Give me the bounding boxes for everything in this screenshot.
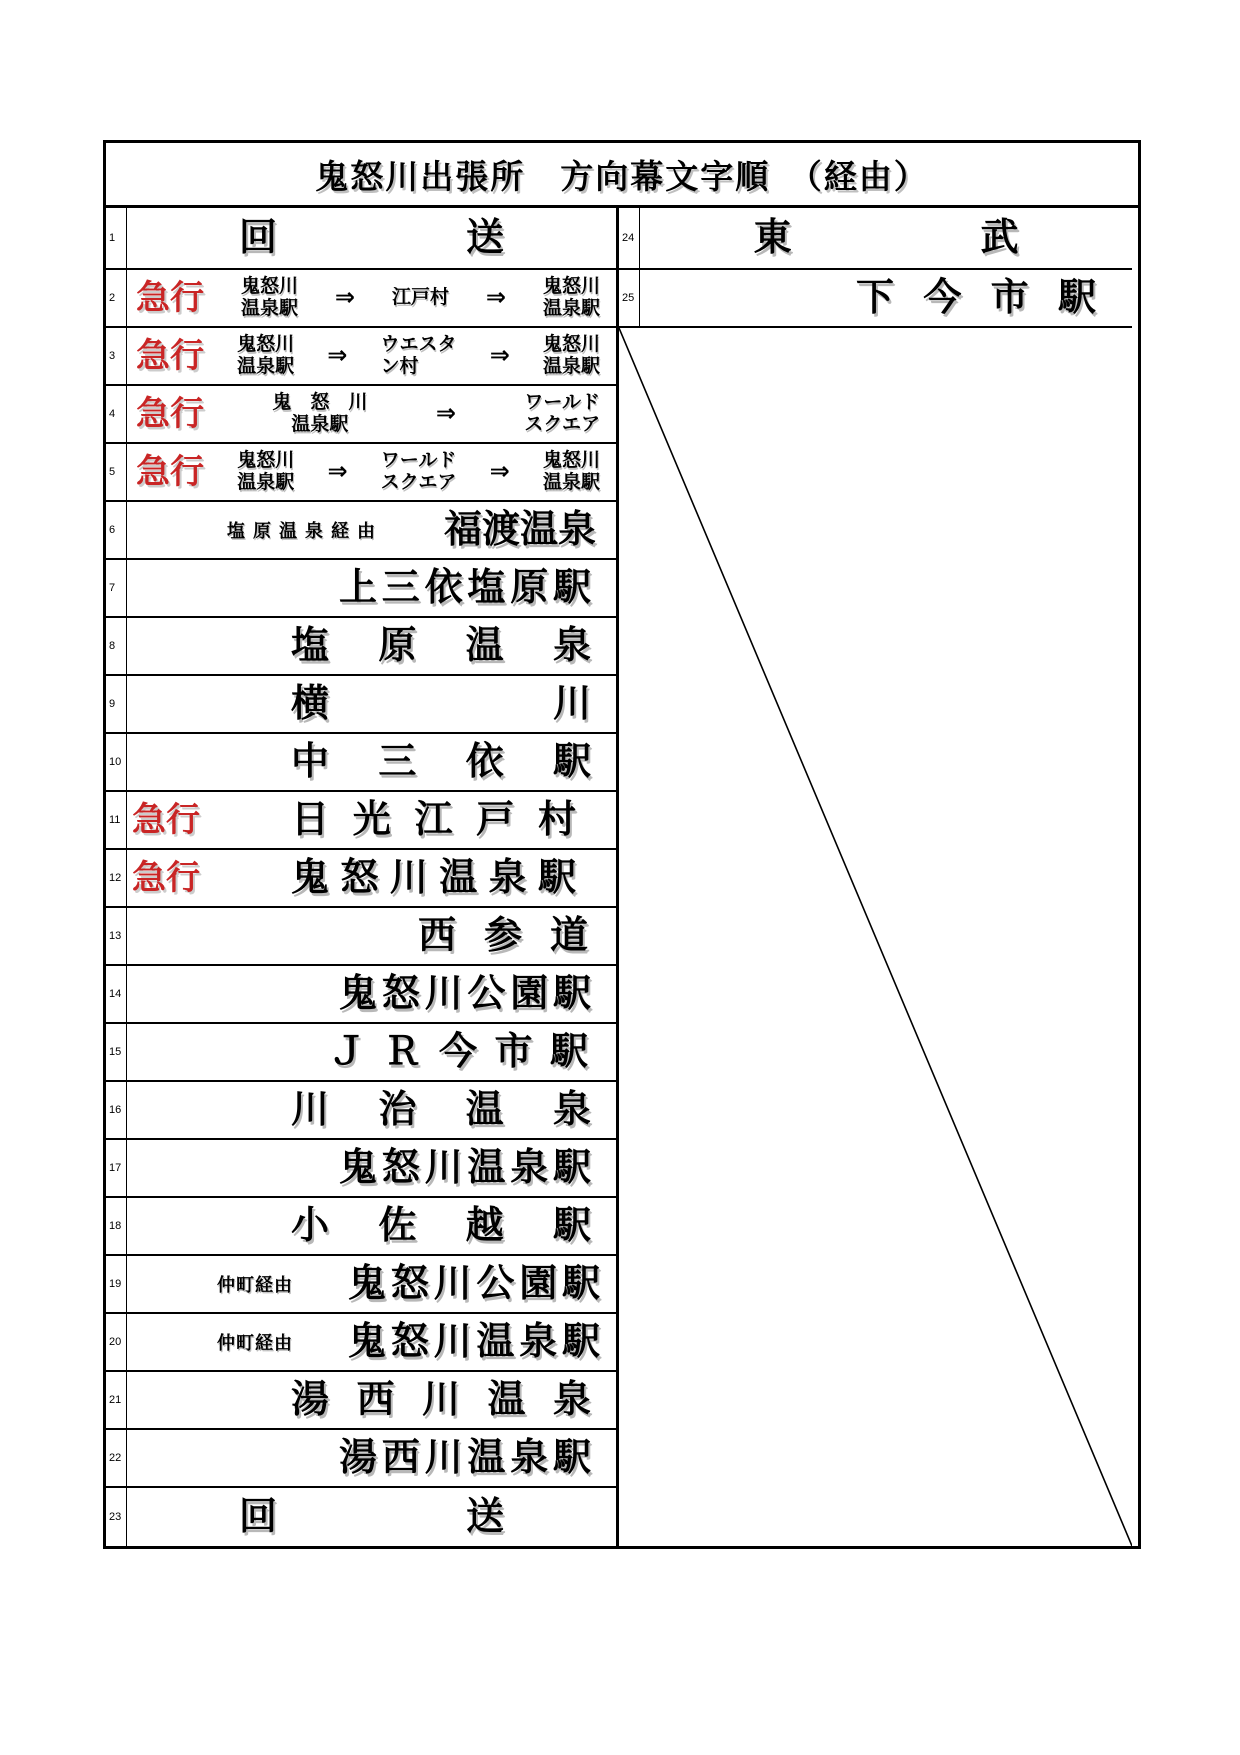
- route-stop-line: ン村: [380, 356, 419, 377]
- row-content: [127, 850, 616, 906]
- destination-label: 福渡温泉: [443, 509, 596, 551]
- row-content: [127, 1372, 616, 1428]
- arrow-icon: ⇒: [327, 458, 348, 485]
- table-row: [619, 270, 1132, 328]
- row-number: 25: [619, 270, 640, 326]
- row-content: [640, 270, 1132, 326]
- row-content: [127, 1314, 616, 1370]
- destination-label: 日光江戸村: [291, 799, 576, 841]
- diagonal-strike-line: [619, 328, 1132, 1546]
- row-content: [640, 208, 1132, 268]
- destination-label: 湯西川温泉駅: [339, 1437, 591, 1479]
- route-stop-line: 鬼怒川: [542, 275, 600, 297]
- row-number: 2: [106, 270, 127, 326]
- table-row: [106, 908, 616, 966]
- row-content: [127, 328, 616, 384]
- table-row: [106, 1314, 616, 1372]
- destination-label: 西参道: [418, 915, 588, 957]
- row-content: [127, 966, 616, 1022]
- route-stop-line: 鬼 怒 川: [272, 391, 368, 413]
- express-badge: 急行: [132, 859, 200, 897]
- table-body: [106, 208, 1138, 1546]
- express-badge: 急行: [136, 337, 204, 375]
- via-label: 仲町経由: [217, 1333, 293, 1353]
- express-badge: 急行: [136, 453, 204, 491]
- row-number: 1: [106, 208, 127, 268]
- table-row: [106, 734, 616, 792]
- route-stop: [543, 276, 600, 321]
- row-number: 21: [106, 1372, 127, 1428]
- direction-sign-table: [103, 140, 1141, 1549]
- destination-label: 鬼怒川温泉駅: [339, 1147, 591, 1189]
- route-stop: [237, 450, 294, 495]
- table-row: [106, 1024, 616, 1082]
- destination-label: 鬼怒川公園駅: [348, 1263, 600, 1305]
- table-row: [106, 270, 616, 328]
- route-stop: [381, 450, 457, 495]
- row-content: [127, 1024, 616, 1080]
- row-number: 22: [106, 1430, 127, 1486]
- table-row: [106, 502, 616, 560]
- row-content: [127, 676, 616, 732]
- express-badge: 急行: [136, 279, 204, 317]
- route-stop: [272, 392, 367, 437]
- empty-cell: [619, 328, 1132, 1546]
- row-content: [127, 208, 616, 268]
- arrow-icon: ⇒: [334, 284, 355, 311]
- row-number: 7: [106, 560, 127, 616]
- table-row: [106, 208, 616, 270]
- row-content: [127, 908, 616, 964]
- route-stop-line: 温泉駅: [237, 472, 295, 493]
- row-content: [127, 1082, 616, 1138]
- row-number: 4: [106, 386, 127, 442]
- arrow-icon: ⇒: [327, 342, 348, 369]
- row-number: 15: [106, 1024, 127, 1080]
- right-column: [619, 208, 1132, 1546]
- express-badge: 急行: [136, 395, 204, 433]
- destination-label: 下今市駅: [856, 277, 1096, 319]
- row-number: 10: [106, 734, 127, 790]
- table-row: [619, 208, 1132, 270]
- row-number: 11: [106, 792, 127, 848]
- destination-label: 東武: [753, 217, 1019, 259]
- table-title: 鬼怒川出張所 方向幕文字順 （経由）: [106, 143, 1138, 208]
- row-number: 17: [106, 1140, 127, 1196]
- destination-label: 鬼怒川温泉駅: [291, 857, 576, 899]
- row-content: [127, 1140, 616, 1196]
- row-number: 12: [106, 850, 127, 906]
- row-number: 18: [106, 1198, 127, 1254]
- arrow-icon: ⇒: [485, 284, 506, 311]
- route-stop-line: ワールド: [380, 449, 457, 471]
- route-stop-line: スクエア: [524, 414, 600, 435]
- row-number: 24: [619, 208, 640, 268]
- express-badge: 急行: [132, 801, 200, 839]
- destination-label: 小佐越駅: [291, 1205, 591, 1247]
- route-stop: [524, 392, 600, 437]
- row-content: [127, 1198, 616, 1254]
- table-row: [106, 386, 616, 444]
- row-content: [127, 1256, 616, 1312]
- route-stop-line: 温泉駅: [291, 414, 349, 435]
- arrow-icon: ⇒: [435, 400, 456, 427]
- table-row: [106, 792, 616, 850]
- row-content: [127, 502, 616, 558]
- destination-label: 横川: [291, 683, 591, 725]
- route-stop: [392, 287, 449, 309]
- route-stop: [543, 334, 600, 379]
- route-stop-line: 温泉駅: [542, 298, 600, 319]
- table-row: [106, 618, 616, 676]
- row-content: [127, 270, 616, 326]
- table-row: [106, 444, 616, 502]
- row-number: 23: [106, 1488, 127, 1546]
- row-content: [127, 444, 616, 500]
- destination-label: 鬼怒川温泉駅: [348, 1321, 600, 1363]
- row-number: 19: [106, 1256, 127, 1312]
- route-stop-line: 鬼怒川: [237, 333, 295, 355]
- destination-label: ＪＲ今市駅: [328, 1031, 588, 1073]
- route-stop-line: 温泉駅: [542, 472, 600, 493]
- destination-label: 鬼怒川公園駅: [339, 973, 591, 1015]
- row-content: [127, 560, 616, 616]
- row-number: 6: [106, 502, 127, 558]
- row-number: 9: [106, 676, 127, 732]
- row-content: [127, 386, 616, 442]
- route-stop: [237, 334, 294, 379]
- row-number: 13: [106, 908, 127, 964]
- route-stop-line: ウエスタ: [380, 333, 457, 355]
- row-number: 5: [106, 444, 127, 500]
- destination-label: 上三依塩原駅: [339, 567, 591, 609]
- destination-label: 回送: [239, 217, 504, 259]
- table-row: [106, 850, 616, 908]
- table-row: [106, 1198, 616, 1256]
- table-row: [106, 676, 616, 734]
- table-row: [106, 1372, 616, 1430]
- route-stop-line: 鬼怒川: [237, 449, 295, 471]
- row-content: [127, 734, 616, 790]
- row-content: [127, 792, 616, 848]
- destination-label: 湯西川温泉: [291, 1379, 591, 1421]
- table-row: [106, 1430, 616, 1488]
- route-stop: [241, 276, 298, 321]
- route-stop-line: 江戸村: [391, 286, 449, 308]
- table-row: [106, 966, 616, 1024]
- table-row: [106, 1256, 616, 1314]
- table-row: [106, 1082, 616, 1140]
- row-number: 20: [106, 1314, 127, 1370]
- table-row: [106, 1488, 616, 1546]
- route-stop: [381, 334, 457, 379]
- row-number: 8: [106, 618, 127, 674]
- destination-label: 塩原温泉: [291, 625, 591, 667]
- destination-label: 中三依駅: [291, 741, 591, 783]
- route-stop-line: ワールド: [524, 391, 600, 413]
- route-stop-line: スクエア: [380, 472, 457, 493]
- row-content: [127, 618, 616, 674]
- destination-label: 回送: [239, 1496, 504, 1538]
- via-label: 塩原温泉経由: [227, 521, 383, 541]
- arrow-icon: ⇒: [489, 458, 510, 485]
- left-column: [106, 208, 619, 1546]
- route-stop-line: 鬼怒川: [542, 449, 600, 471]
- row-content: [127, 1430, 616, 1486]
- arrow-icon: ⇒: [489, 342, 510, 369]
- route-stop-line: 温泉駅: [542, 356, 600, 377]
- table-row: [106, 1140, 616, 1198]
- route-stop-line: 温泉駅: [240, 298, 298, 319]
- route-stop-line: 温泉駅: [237, 356, 295, 377]
- route-stop-line: 鬼怒川: [542, 333, 600, 355]
- row-number: 16: [106, 1082, 127, 1138]
- row-content: [127, 1488, 616, 1546]
- row-number: 3: [106, 328, 127, 384]
- destination-label: 川治温泉: [291, 1089, 591, 1131]
- table-row: [106, 560, 616, 618]
- via-label: 仲町経由: [217, 1275, 293, 1295]
- row-number: 14: [106, 966, 127, 1022]
- table-row: [106, 328, 616, 386]
- route-stop: [543, 450, 600, 495]
- route-stop-line: 鬼怒川: [240, 275, 298, 297]
